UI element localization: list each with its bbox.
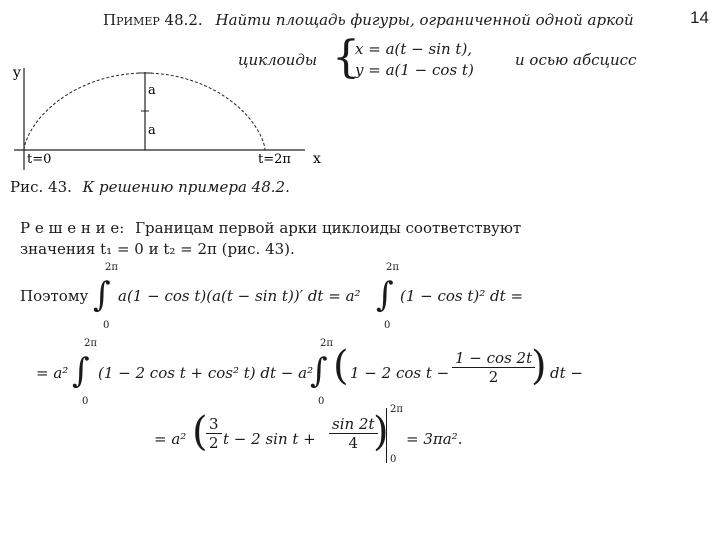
- eq3-frac2-den: 4: [348, 434, 359, 452]
- eq3-frac1-num: 3: [206, 415, 222, 434]
- a-lower-label: a: [148, 123, 156, 138]
- eq3-fraction-2: [329, 415, 378, 452]
- eq3-frac1-den: 2: [209, 434, 219, 452]
- eq1-lower-limit-2: 0: [384, 320, 391, 331]
- eq1-upper-limit-2: 2π: [386, 262, 399, 273]
- x-axis-label: x: [313, 151, 321, 167]
- eq3-frac2-num: sin 2t: [329, 415, 378, 434]
- integral-sign-2: ∫: [376, 275, 394, 315]
- task-line-2-left: циклоиды: [238, 51, 318, 69]
- eq1-lower-limit-1: 0: [103, 320, 110, 331]
- eq3-start: = a²: [154, 430, 187, 448]
- system-row-2: y = a(1 − cos t): [355, 61, 474, 79]
- solution-heading: Р е ш е н и е:: [20, 219, 125, 237]
- eq1-integrand: a(1 − cos t)(a(t − sin t))′ dt = a²: [118, 287, 361, 305]
- eq3-paren-close: ): [373, 409, 389, 455]
- eval-bar: [386, 408, 387, 463]
- t-start-label: t=0: [27, 152, 52, 167]
- eq3-fraction-1: [206, 415, 222, 452]
- eq2-lower-limit-2: 0: [318, 396, 325, 407]
- eq2-end: dt −: [550, 364, 583, 382]
- task-line-2-right: и осью абсцисс: [515, 51, 637, 69]
- eval-lower-limit: 0: [390, 454, 397, 465]
- eq2-lower-limit-1: 0: [82, 396, 89, 407]
- caption-text: К решению примера 48.2.: [82, 178, 290, 196]
- cycloid-figure: [0, 60, 340, 175]
- system-brace: {: [332, 32, 360, 83]
- example-label: Пример 48.2.: [103, 11, 203, 29]
- solution-line-1-rest: Границам первой арки циклоиды соответствуют: [135, 219, 522, 237]
- eq2-start: = a²: [36, 364, 69, 382]
- integral-sign-3: ∫: [72, 351, 90, 391]
- eq2-paren-close: ): [531, 343, 547, 389]
- integral-sign-4: ∫: [310, 351, 328, 391]
- eq2-paren-left: 1 − 2 cos t −: [350, 364, 450, 382]
- eq2-integrand: (1 − 2 cos t + cos² t) dt − a²: [98, 364, 314, 382]
- eq1-upper-limit-1: 2π: [105, 262, 118, 273]
- solution-line-1: [20, 219, 521, 237]
- eval-upper-limit: 2π: [390, 404, 403, 415]
- eq2-frac-num: 1 − cos 2t: [452, 349, 535, 368]
- t-end-label: t=2π: [258, 152, 291, 167]
- therefore-word: Поэтому: [20, 287, 89, 305]
- eq3-paren-open: (: [192, 409, 208, 455]
- y-axis-label: y: [13, 65, 21, 81]
- eq3-end: = 3πa².: [406, 430, 463, 448]
- eq2-upper-limit-2: 2π: [320, 338, 333, 349]
- eq3-mid: t − 2 sin t +: [223, 430, 316, 448]
- solution-line-2: значения t₁ = 0 и t₂ = 2π (рис. 43).: [20, 240, 295, 258]
- caption-prefix: Рис. 43.: [10, 178, 72, 196]
- figure-caption: [10, 178, 290, 196]
- eq2-upper-limit-1: 2π: [84, 338, 97, 349]
- eq2-fraction: [452, 349, 535, 386]
- eq1-integrand-2: (1 − cos t)² dt =: [400, 287, 524, 305]
- a-upper-label: a: [148, 83, 156, 98]
- integral-sign-1: ∫: [93, 275, 111, 315]
- task-line-1: Найти площадь фигуры, ограниченной одной аркой: [215, 11, 634, 29]
- eq2-paren-open: (: [333, 343, 349, 389]
- system-row-1: x = a(t − sin t),: [355, 40, 473, 58]
- slide-number: 14: [690, 8, 709, 27]
- example-title: [103, 11, 634, 29]
- eq2-frac-den: 2: [488, 368, 499, 386]
